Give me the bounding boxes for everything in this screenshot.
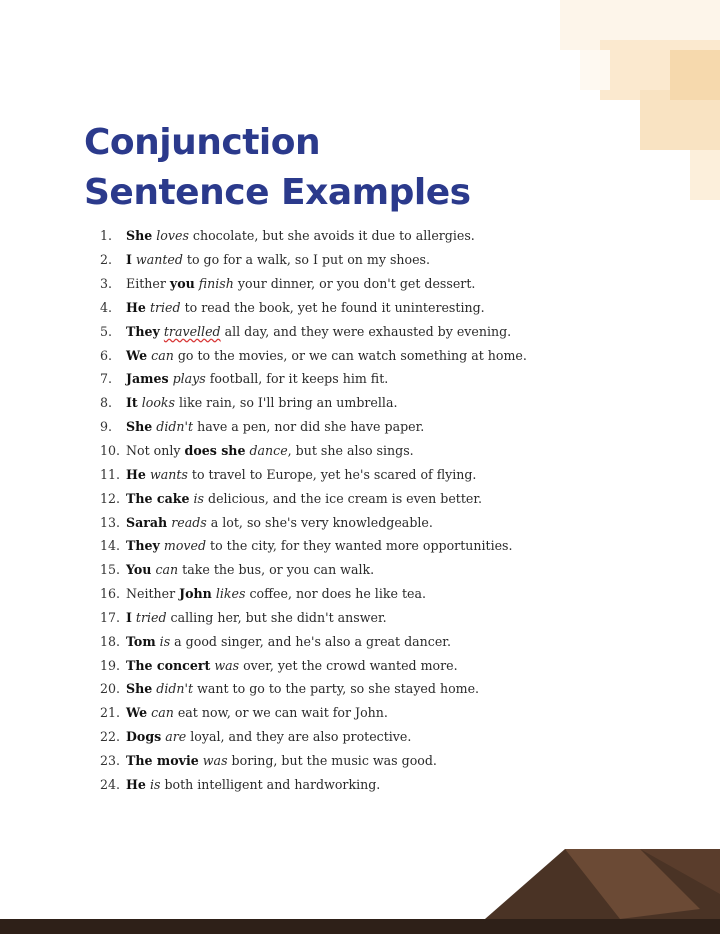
list-item [100, 725, 527, 749]
list-item [100, 510, 527, 534]
verb-text: travelled [163, 323, 221, 339]
title-line-1: Conjunction [84, 122, 321, 163]
plain-text: Either [126, 276, 170, 292]
subject-text: We [126, 705, 148, 721]
plain-text: to go for a walk, so I put on my shoes. [182, 252, 431, 268]
sentence-text [126, 610, 387, 625]
sentence-text [126, 586, 426, 601]
plain-text: football, for it keeps him fit. [205, 371, 389, 387]
list-item [100, 319, 527, 343]
sentence-text [126, 538, 513, 553]
plain-text: your dinner, or you don't get dessert. [233, 276, 476, 292]
plain-text: delicious, and the ice cream is even better. [204, 490, 483, 506]
verb-text: didn't [156, 419, 194, 435]
list-item-number: 21. [100, 705, 121, 721]
verb-text: moved [163, 538, 207, 554]
verb-text: didn't [156, 681, 194, 697]
list-item [100, 772, 527, 796]
plain-text: chocolate, but she avoids it due to allergies. [188, 228, 475, 244]
subject-text: They [126, 538, 160, 554]
subject-text: We [126, 347, 148, 363]
list-item [100, 629, 527, 653]
list-item-number: 7. [100, 371, 113, 387]
list-item-number: 14. [100, 538, 121, 554]
list-item-number: 19. [100, 657, 121, 673]
subject-text: Sarah [126, 514, 168, 530]
sentence-text [126, 729, 411, 744]
list-item-number: 2. [100, 252, 113, 268]
subject-text: She [126, 419, 153, 435]
plain-text: all day, and they were exhausted by evening. [220, 323, 512, 339]
plain-text: a lot, so she's very knowledgeable. [206, 514, 433, 530]
verb-text: reads [171, 514, 207, 530]
example-sentence-list [100, 224, 527, 796]
list-item [100, 582, 527, 606]
subject-text: It [126, 395, 138, 411]
list-item-number: 22. [100, 729, 121, 745]
list-item [100, 558, 527, 582]
list-item-number: 18. [100, 633, 121, 649]
plain-text: eat now, or we can wait for John. [173, 705, 388, 721]
plain-text: loyal, and they are also protective. [186, 729, 412, 745]
list-item [100, 677, 527, 701]
subject-text: You [126, 562, 152, 578]
sentence-text [126, 658, 458, 673]
sentence-text [126, 300, 485, 315]
list-item [100, 606, 527, 630]
list-item-number: 10. [100, 443, 121, 459]
list-item [100, 248, 527, 272]
list-item [100, 367, 527, 391]
plain-text: to travel to Europe, yet he's scared of flying. [187, 466, 477, 482]
sentence-text [126, 491, 482, 506]
list-item-number: 1. [100, 228, 113, 244]
subject-text: Tom [126, 633, 156, 649]
sentence-text [126, 371, 388, 386]
list-item-number: 4. [100, 299, 113, 315]
list-item-number: 17. [100, 609, 121, 625]
sentence-text [126, 252, 430, 267]
verb-text: finish [198, 276, 234, 292]
list-item-number: 5. [100, 323, 113, 339]
verb-text: plays [172, 371, 206, 387]
verb-text: was [202, 752, 228, 768]
plain-text: like rain, so I'll bring an umbrella. [175, 395, 398, 411]
list-item [100, 439, 527, 463]
subject-text: The cake [126, 490, 190, 506]
verb-text: can [155, 562, 179, 578]
plain-text: Neither [126, 586, 180, 602]
plain-text: calling her, but she didn't answer. [166, 609, 387, 625]
subject-text: I [126, 252, 132, 268]
sentence-text [126, 562, 374, 577]
list-item-number: 3. [100, 276, 113, 292]
verb-text: loves [156, 228, 189, 244]
subject-text: He [126, 466, 146, 482]
subject-text: does she [184, 443, 246, 459]
verb-text: wants [149, 466, 188, 482]
sentence-text [126, 348, 527, 363]
list-item [100, 462, 527, 486]
list-item-number: 15. [100, 562, 121, 578]
verb-text: dance [249, 443, 288, 459]
subject-text: He [126, 776, 146, 792]
subject-text: you [169, 276, 195, 292]
list-item [100, 224, 527, 248]
list-item-number: 13. [100, 514, 121, 530]
subject-text: He [126, 299, 146, 315]
list-item-number: 12. [100, 490, 121, 506]
plain-text: go to the movies, or we can watch something at home. [173, 347, 527, 363]
plain-text: , but she also sings. [287, 443, 414, 459]
list-item-number: 16. [100, 586, 121, 602]
list-item [100, 415, 527, 439]
verb-text: can [151, 347, 174, 363]
subject-text: I [126, 609, 132, 625]
bottom-decoration [0, 824, 720, 934]
list-item [100, 486, 527, 510]
verb-text: is [159, 633, 171, 649]
page-title [84, 118, 471, 218]
sentence-text [126, 753, 437, 768]
title-line-2: Sentence Examples [84, 172, 471, 213]
plain-text: have a pen, nor did she have paper. [193, 419, 425, 435]
corner-decoration-top [440, 0, 720, 220]
sentence-text [126, 515, 433, 530]
list-item [100, 296, 527, 320]
subject-text: The concert [126, 657, 211, 673]
plain-text: both intelligent and hardworking. [160, 776, 381, 792]
list-item [100, 272, 527, 296]
list-item-number: 20. [100, 681, 121, 697]
plain-text: to the city, for they wanted more opportunities. [206, 538, 513, 554]
plain-text: Not only [126, 443, 185, 459]
sentence-text [126, 395, 397, 410]
subject-text: She [126, 228, 153, 244]
sentence-text [126, 681, 479, 696]
list-item-number: 6. [100, 347, 113, 363]
plain-text: take the bus, or you can walk. [178, 562, 375, 578]
sentence-text [126, 419, 424, 434]
sentence-text [126, 324, 511, 339]
sentence-text [126, 467, 476, 482]
list-item [100, 653, 527, 677]
verb-text: likes [215, 586, 246, 602]
sentence-text [126, 634, 451, 649]
verb-text: is [149, 776, 161, 792]
plain-text: want to go to the party, so she stayed home. [193, 681, 480, 697]
plain-text: coffee, nor does he like tea. [245, 586, 426, 602]
sentence-text [126, 705, 388, 720]
list-item-number: 11. [100, 466, 121, 482]
verb-text: is [193, 490, 205, 506]
subject-text: The movie [126, 752, 199, 768]
sentence-text [126, 777, 380, 792]
subject-text: She [126, 681, 153, 697]
list-item-number: 23. [100, 752, 121, 768]
list-item-number: 8. [100, 395, 113, 411]
verb-text: looks [141, 395, 176, 411]
plain-text: to read the book, yet he found it uninteresting. [180, 299, 485, 315]
list-item [100, 534, 527, 558]
subject-text: They [126, 323, 160, 339]
list-item-number: 24. [100, 776, 121, 792]
sentence-text [126, 228, 475, 243]
subject-text: James [126, 371, 169, 387]
verb-text: wanted [135, 252, 183, 268]
subject-text: John [179, 586, 212, 602]
verb-text: tried [135, 609, 167, 625]
subject-text: Dogs [126, 729, 162, 745]
list-item [100, 701, 527, 725]
plain-text: over, yet the crowd wanted more. [239, 657, 458, 673]
plain-text: boring, but the music was good. [227, 752, 437, 768]
list-item [100, 749, 527, 773]
verb-text: was [214, 657, 240, 673]
sentence-text [126, 443, 414, 458]
sentence-text [126, 276, 475, 291]
verb-text: can [151, 705, 174, 721]
list-item [100, 391, 527, 415]
list-item-number: 9. [100, 419, 113, 435]
verb-text: are [165, 729, 187, 745]
verb-text: tried [149, 299, 181, 315]
plain-text: a good singer, and he's also a great dancer. [170, 633, 451, 649]
list-item [100, 343, 527, 367]
